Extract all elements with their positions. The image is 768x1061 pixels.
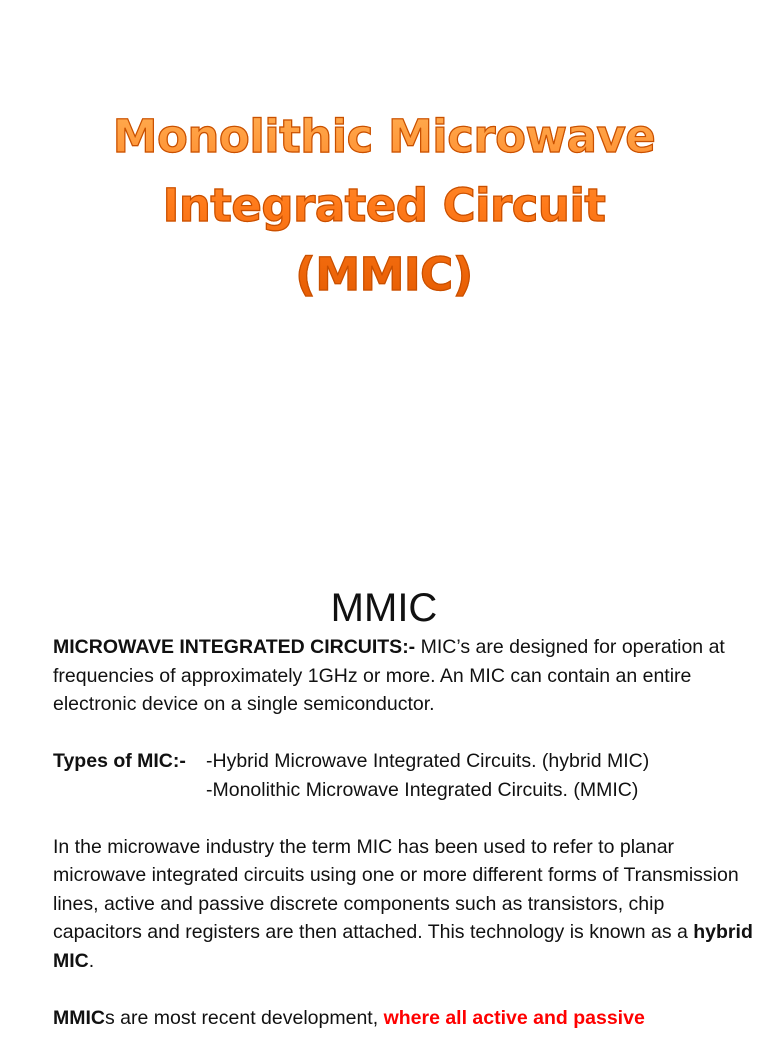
type-item-hybrid: -Hybrid Microwave Integrated Circuits. (hybrid MIC) bbox=[206, 750, 650, 772]
hybrid-text: In the microwave industry the term MIC has been used to refer to planar microwave integrated circuits using one or more different forms of Transmission lines, active and passive discrete components such as transistors, chip capacitors and registers are then attached. This technology is known as a bbox=[53, 835, 739, 943]
title-line-1: Monolithic Microwave bbox=[112, 110, 656, 163]
mmic-text: s are most recent development, bbox=[105, 1006, 384, 1029]
mmic-bold: MMIC bbox=[53, 1006, 105, 1029]
mmic-highlight: where all active and passive bbox=[383, 1006, 645, 1029]
mmic-paragraph bbox=[53, 1004, 753, 1033]
title-line-2: Integrated Circuit bbox=[162, 179, 606, 232]
slide-title bbox=[0, 102, 768, 309]
title-line-3: (MMIC) bbox=[295, 248, 473, 301]
type-item-monolithic: -Monolithic Microwave Integrated Circuits. (MMIC) bbox=[206, 778, 639, 801]
hybrid-bold: hybrid MIC bbox=[53, 921, 753, 972]
hybrid-end: . bbox=[88, 949, 95, 972]
hybrid-paragraph bbox=[53, 833, 753, 976]
types-of-mic bbox=[53, 747, 753, 804]
slide-body bbox=[53, 633, 753, 1061]
types-list bbox=[206, 747, 649, 804]
intro-text: MIC’s are designed for operation at frequencies of approximately 1GHz or more. An MIC can contain an entire electronic device on a single semiconductor. bbox=[53, 636, 725, 715]
types-label: Types of MIC:- bbox=[53, 750, 186, 772]
section-heading: MMIC bbox=[330, 586, 438, 630]
intro-label: MICROWAVE INTEGRATED CIRCUITS:- bbox=[53, 636, 416, 658]
intro-paragraph bbox=[53, 633, 753, 719]
